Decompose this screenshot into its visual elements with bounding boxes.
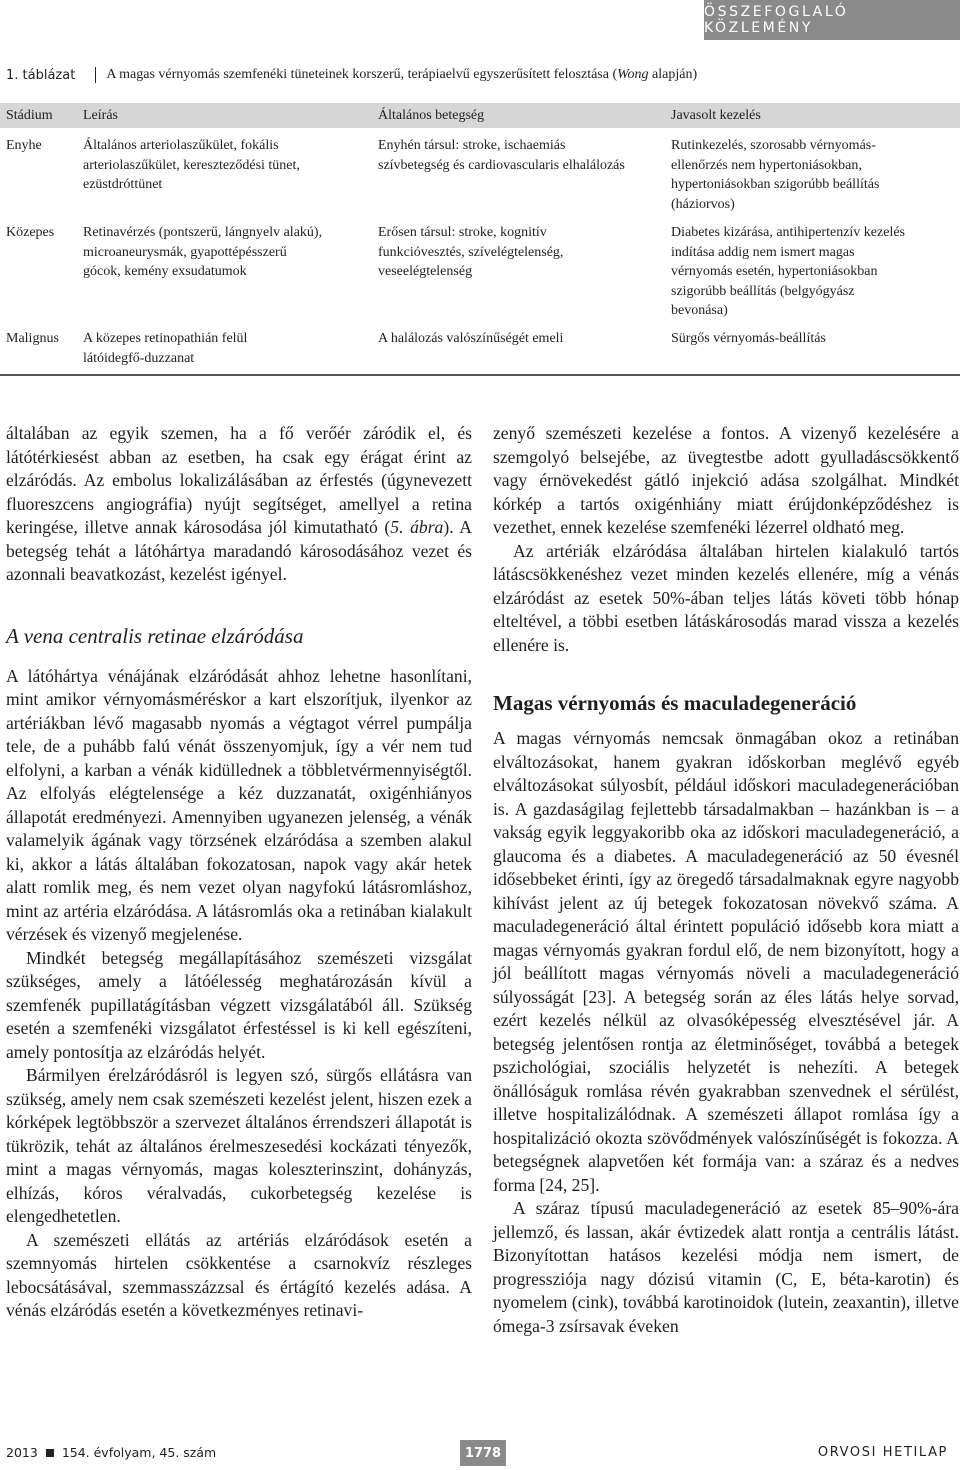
table-title-suffix: alapján) bbox=[648, 67, 698, 82]
page-footer bbox=[0, 1436, 960, 1470]
table-caption bbox=[6, 66, 956, 84]
row-enyhe-disease: Enyhén társul: stroke, ischaemiás szívbetegség és cardiovascularis elhalálozás bbox=[378, 138, 625, 173]
paragraph-text: ). A betegség tehát a látóhártya maradandó károsodásához vezet és azonnali beavatkozást, kezelést igényel. bbox=[6, 517, 472, 584]
section-heading: Magas vérnyomás és maculadegeneráció bbox=[493, 691, 857, 715]
row-malignus-treatment: Sürgős vérnyomás-beállítás bbox=[671, 331, 826, 346]
footer-year: 2013 bbox=[6, 1445, 38, 1460]
table-title-prefix: A magas vérnyomás szemfenéki tüneteinek korszerű, terápiaelvű egyszerűsített felosztása ( bbox=[106, 67, 618, 82]
journal-name: ORVOSI HETILAP bbox=[817, 1445, 948, 1460]
row-enyhe-stage: Enyhe bbox=[6, 138, 42, 153]
figure-reference: 5. ábra bbox=[390, 517, 444, 537]
header-description: Leírás bbox=[83, 108, 118, 123]
row-kozepes-description: Retinavérzés (pontszerű, lángnyelv alakú), microaneurysmák, gyapottépésszerű gócok, kemény exsudatumok bbox=[83, 225, 323, 279]
paragraph: zenyő szemészeti kezelése a fontos. A vizenyő kezelésére a szemgolyó belsejébe, az üvegtestbe adott gyulladáscsökkentő vagy érnövekedést gátló injekció adása szolgálhat. Mindkét kórkép a tartós oxigénhiány miatt érújdonképződéshez is vezethet, ennek kezelése szemfenéki lézerrel oldható meg. bbox=[493, 423, 959, 537]
row-malignus-disease: A halálozás valószínűségét emeli bbox=[378, 331, 564, 346]
row-enyhe-treatment: Rutinkezelés, szorosabb vérnyomás- ellenőrzés nem hypertoniásokban, hypertoniásokban szigorúbb beállítás (háziorvos) bbox=[671, 138, 880, 212]
caption-divider bbox=[95, 67, 96, 83]
table-number: 1. táblázat bbox=[6, 67, 76, 83]
row-kozepes-stage: Közepes bbox=[6, 225, 55, 240]
row-enyhe-description: Általános arteriolaszűkület, fokális arteriolaszűkület, kereszteződési tünet, ezüstdróttünet bbox=[83, 138, 300, 192]
page-number: 1778 bbox=[460, 1440, 506, 1466]
paragraph: Bármilyen érelzáródásról is legyen szó, sürgős ellátásra van szükség, amely nem csak szemészeti kezelést jelent, hiszen ezek a kórképek legtöbbször a szervezet általános érrendszeri állapotát is tükrözik, tehát az általános érelmeszesedési kockázati tényezők, mint a magas vérnyomás, magas koleszterinszint, dohányzás, elhízás, kóros véralvadás, cukorbetegség kezelése is elengedhetetlen. bbox=[6, 1065, 472, 1226]
row-kozepes-disease: Erősen társul: stroke, kognitív funkcióvesztés, szívelégtelenség, veseelégtelenség bbox=[378, 225, 564, 279]
header-stage: Stádium bbox=[6, 108, 53, 123]
footer-issue bbox=[6, 1445, 216, 1460]
paragraph bbox=[6, 422, 472, 587]
row-malignus-stage: Malignus bbox=[6, 331, 59, 346]
paragraph: Mindkét betegség megállapításához szemészeti vizsgálat szükséges, amely a látóélesség meghatározásán kívül a szemfenék pupillatágításban végzett vizsgálatából áll. Szükség esetén a szemfenéki vizsgálatot érfestéssel is ki kell egészíteni, amely pontosítja az elzáródás helyét. bbox=[6, 947, 472, 1062]
header-treatment: Javasolt kezelés bbox=[671, 108, 761, 123]
paragraph: A száraz típusú maculadegeneráció az esetek 85–90%-ára jellemző, és lassan, akár évtizedek alatt rontja a centrális látást. Bizonyítottan hatásos kezelési módja nem ismert, de progressziója nagy dózisú vitamin (C, E, béta-karotin) és nyomelem (cink), továbbá karotinoidok (lutein, zeaxantin), illetve ómega-3 zsírsavak éveken bbox=[493, 1198, 959, 1336]
row-kozepes-treatment: Diabetes kizárása, antihipertenzív kezelés indítása addig nem ismert magas vérnyomás esetén, hypertoniásokban szigorúbb beállítás (belgyógyász bevonása) bbox=[671, 225, 905, 318]
section-heading: A vena centralis retinae elzáródása bbox=[6, 623, 304, 648]
table-body bbox=[0, 128, 960, 374]
paragraph: Az artériák elzáródása általában hirtelen kialakuló tartós látáscsökkenéshez vezet minden kezelés ellenére, míg a vénás elzáródást az esetek 50%-ában teljes látás követi több hónap elteltével, a többi esetben látáskárosodás marad vissza a kezelés ellenére is. bbox=[493, 540, 959, 655]
table-title bbox=[106, 67, 697, 83]
left-column bbox=[6, 422, 472, 1323]
table-header-row bbox=[0, 103, 960, 128]
row-malignus-description: A közepes retinopathián felül látóidegfő-duzzanat bbox=[83, 331, 248, 366]
section-title: ÖSSZEFOGLALÓ KÖZLEMÉNY bbox=[704, 4, 849, 36]
paragraph: A szemészeti ellátás az artériás elzáródások esetén a szemnyomás hirtelen csökkentése a csarnokvíz részleges lebocsátásával, szemmasszázzsal és értágító kezelés adása. A vénás elzáródás esetén a következményes retinavi- bbox=[6, 1229, 472, 1320]
paragraph: A magas vérnyomás nemcsak önmagában okoz a retinában elváltozásokat, hanem gyakran időskorban meglévő egyéb elváltozásokat súlyosbít, például időskori maculadegenerációban is. A gazdaságilag fejlettebb társadalmakban – hazánkban is – a vakság egyik leggyakoribb oka az időskori maculadegeneráció, a glaucoma és a diabetes. A maculadegeneráció az 50 évesnél idősebbeket érinti, így az öregedő társadalmaknak egyre nagyobb kihívást jelent az új betegek fokozatosan növekvő száma. A maculadegeneráció által érintett populáció idősebb kora miatt a magas vérnyomás gyakran fordul elő, de nem bizonyított, hogy a jól beállított magas vérnyomás növeli a maculadegeneráció súlyosságát [23]. A betegség során az éles látás helye sorvad, ezért kezelés nélkül az olvasóképesség elvesztésével jár. A betegség jelentősen rontja az életminőséget, továbbá a betegek pszichológiai, szociális helyzetét is nehezíti. A betegek önállóságuk romlása révén gyakrabban szenvednek el sérülést, illetve hospitalizálódnak. A szemészeti állapot romlása így a hospitalizáció okozta szövődmények valószínűségét is fokozza. A betegségnek alapvetően két formája van: a száraz és a nedves forma [24, 25]. bbox=[493, 728, 959, 1195]
table-bottom-rule bbox=[0, 374, 960, 376]
square-bullet-icon bbox=[46, 1449, 54, 1457]
header-disease: Általános betegség bbox=[378, 108, 485, 123]
paragraph: A látóhártya vénájának elzáródását ahhoz lehetne hasonlítani, mint amikor vérnyomásméréskor a kart elszorítjuk, ilyenkor az artériákban lévő magasabb nyomás a végtagot vérrel pumpálja tele, de a puhább falú vénát összenyomjuk, így a vér nem tud elfolyni, a karban a vénák kidüllednek a többletvérmennyiségtől. Az elfolyás elégtelensége a kéz duzzanatát, oxigénhiányos állapotát eredményezi. Amennyiben ugyanezen jelenség, a vénák valamelyik ágának vagy törzsének elzáródása a szemben alakul ki, akkor a látás általában fokozatosan, napok vagy akár hetek alatt romlik meg, és nem vezet olyan nagyfokú látásromláshoz, mint az artéria elzáródása. A látásromlás oka a retinában kialakult vérzések és vizenyő megjelenése. bbox=[6, 665, 472, 944]
section-banner bbox=[704, 0, 960, 40]
table-title-author: Wong bbox=[617, 67, 649, 82]
right-column bbox=[493, 422, 959, 1338]
paragraph-text: általában az egyik szemen, ha a fő verőér záródik el, és látótérkiesést abban az esetben, ha csak egy érágat érint az elzáródás. Az embolus lokalizálásában az érfestés (úgynevezett fluoreszcens angiográfia) nyújt segítséget, amellyel a retina keringése, illetve annak károsodása jól kimutatható ( bbox=[6, 423, 472, 537]
footer-volume: 154. évfolyam, 45. szám bbox=[61, 1445, 217, 1460]
